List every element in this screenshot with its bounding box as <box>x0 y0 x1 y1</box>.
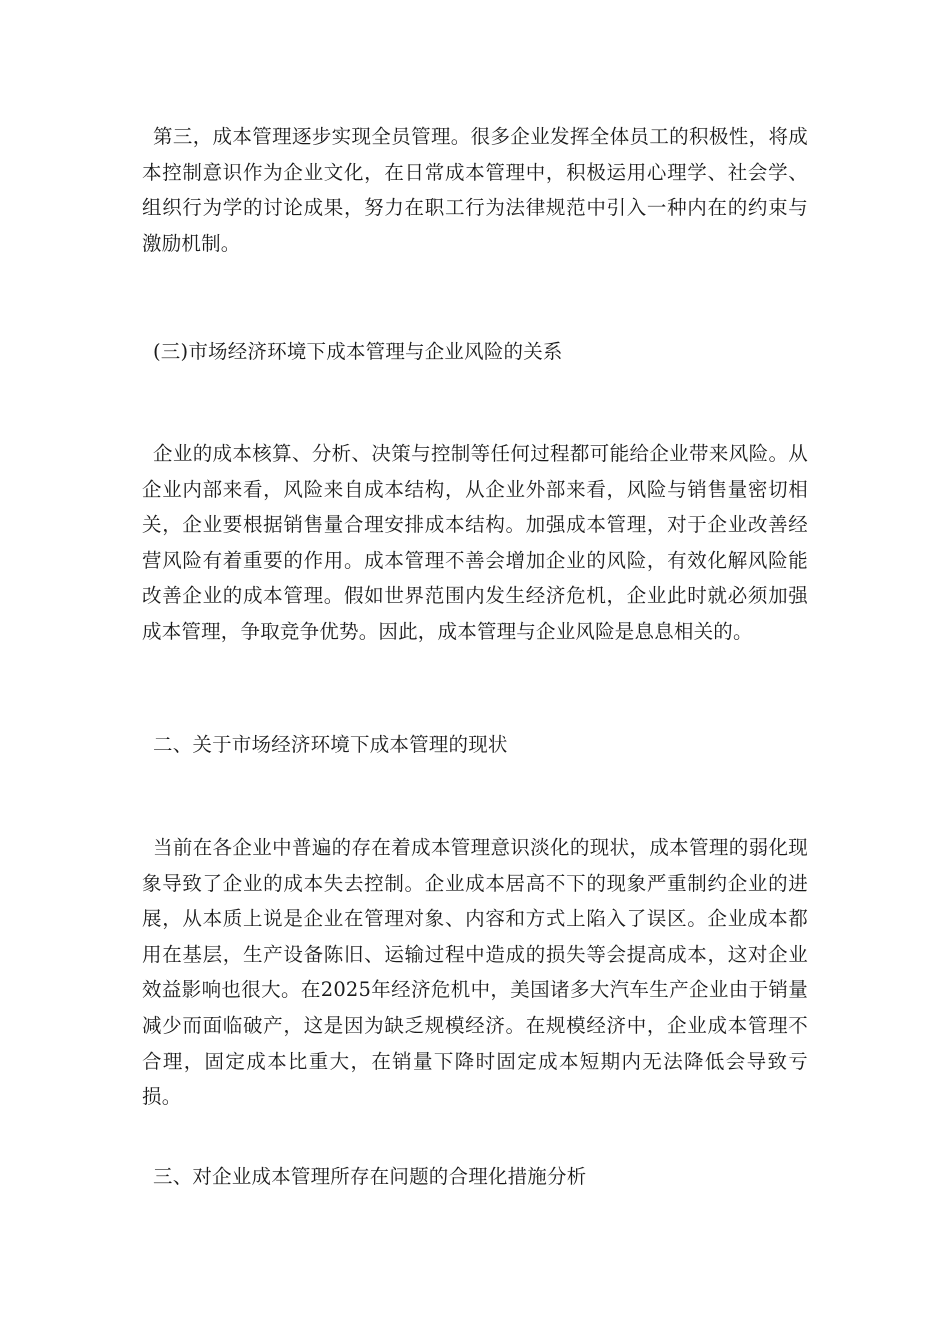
section-heading-current-status: 二、关于市场经济环境下成本管理的现状 <box>153 733 508 756</box>
paragraph-full-staff-management: 第三，成本管理逐步实现全员管理。很多企业发挥全体员工的积极性，将成本控制意识作为企业文化，在日常成本管理中，积极运用心理学、社会学、组织行为学的讨论成果，努力在职工行为法律规范中引入一种内在的约束与激励机制。 <box>142 125 808 255</box>
paragraph-cost-risk: 企业的成本核算、分析、决策与控制等任何过程都可能给企业带来风险。从企业内部来看，风险来自成本结构，从企业外部来看，风险与销售量密切相关，企业要根据销售量合理安排成本结构。加强成本管理，对于企业改善经营风险有着重要的作用。成本管理不善会增加企业的风险，有效化解风险能改善企业的成本管理。假如世界范围内发生经济危机，企业此时就必须加强成本管理，争取竞争优势。因此，成本管理与企业风险是息息相关的。 <box>142 442 808 643</box>
paragraph-current-status: 当前在各企业中普遍的存在着成本管理意识淡化的现状，成本管理的弱化现象导致了企业的成本失去控制。企业成本居高不下的现象严重制约企业的进展，从本质上说是企业在管理对象、内容和方式上陷入了误区。企业成本都用在基层，生产设备陈旧、运输过程中造成的损失等会提高成本，这对企业效益影响也很大。在2025年经济危机中，美国诸多大汽车生产企业由于销量减少而面临破产，这是因为缺乏规模经济。在规模经济中，企业成本管理不合理，固定成本比重大，在销量下降时固定成本短期内无法降低会导致亏损。 <box>142 836 808 1109</box>
section-heading-cost-risk-relation: (三)市场经济环境下成本管理与企业风险的关系 <box>153 340 563 363</box>
section-heading-measures: 三、对企业成本管理所存在问题的合理化措施分析 <box>153 1165 587 1188</box>
